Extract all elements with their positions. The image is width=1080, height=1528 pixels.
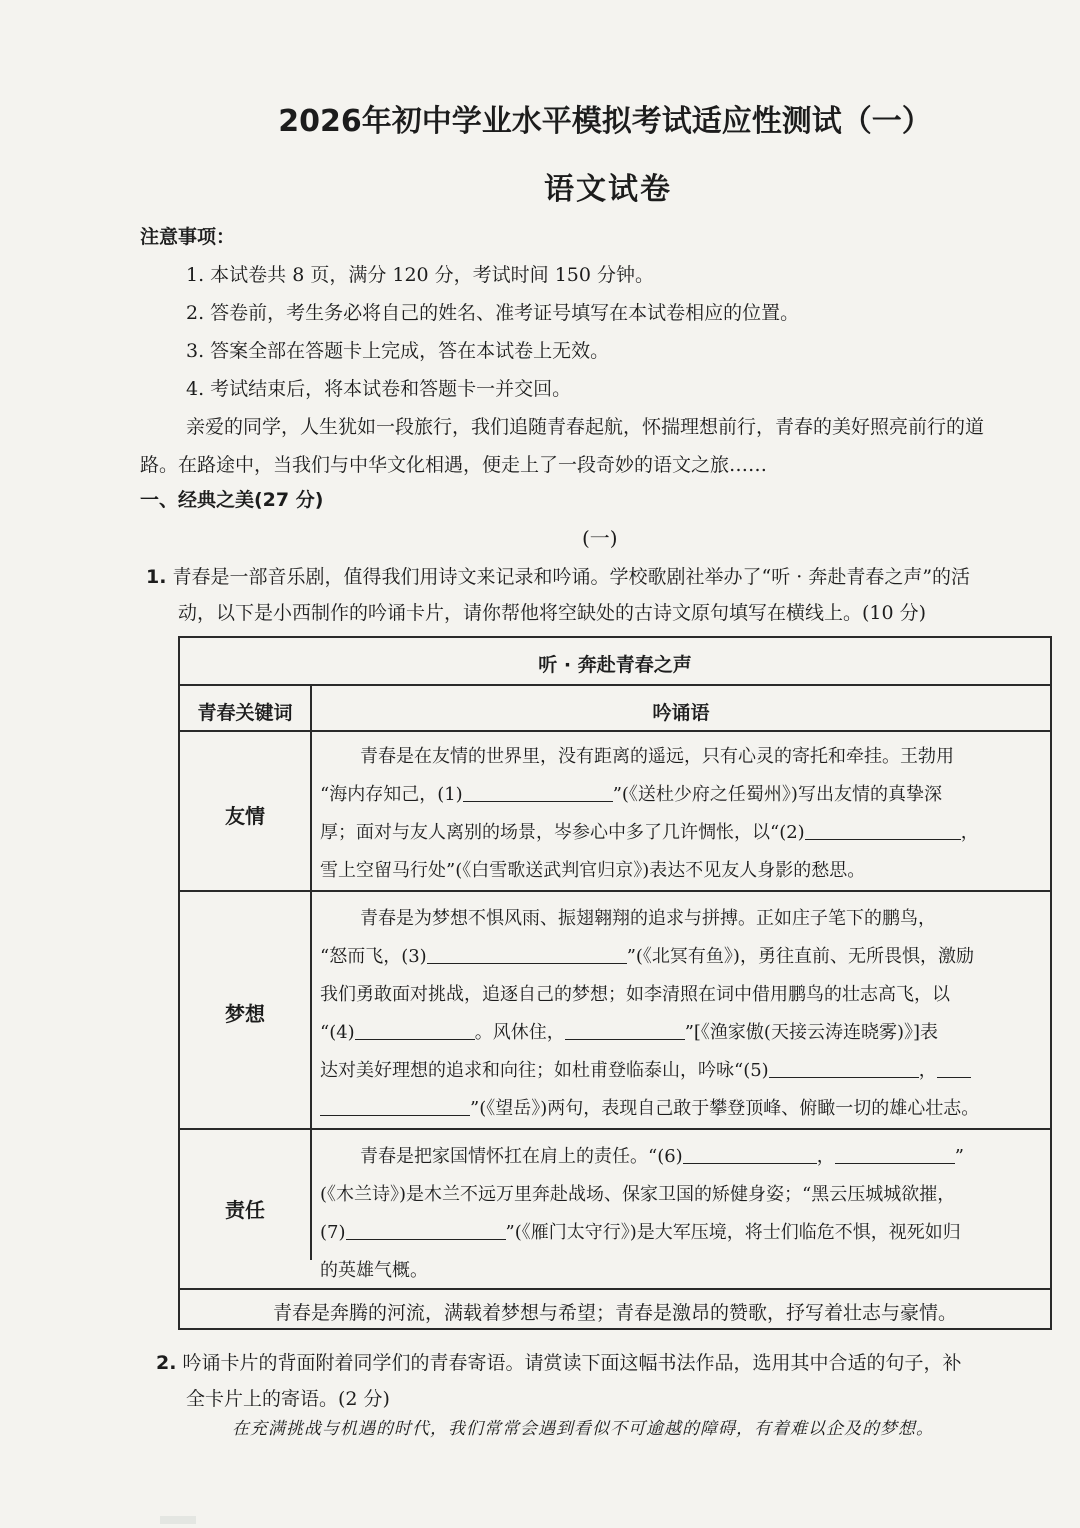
notice-item: 1. 本试卷共 8 页，满分 120 分，考试时间 150 分钟。: [186, 264, 655, 286]
answer-blank-5a[interactable]: [769, 1077, 919, 1078]
question-1-line-2: 动，以下是小西制作的吟诵卡片，请你帮他将空缺处的古诗文原句填写在横线上。(10 分): [178, 602, 927, 624]
question-1-text: 青春是一部音乐剧，值得我们用诗文来记录和吟诵。学校歌剧社举办了“听 · 奔赴青春之声”的活: [172, 566, 971, 588]
scan-smudge: [160, 1516, 196, 1524]
question-2-number: 2.: [156, 1352, 177, 1374]
keyword-responsibility: 责任: [225, 1198, 265, 1222]
card-title: 听 · 奔赴青春之声: [538, 654, 692, 676]
answer-blank-4b[interactable]: [565, 1039, 685, 1040]
recite-line: ”(《望岳》)两句，表现自己敢于攀登顶峰、俯瞰一切的雄心壮志。: [320, 1094, 979, 1120]
recite-line: (7) ”(《雁门太守行》)是大军压境，将士们临危不惧，视死如归: [320, 1222, 961, 1243]
recitation-card: [178, 636, 1052, 1330]
recite-line: 的英雄气概。: [320, 1260, 428, 1281]
keyword-friendship: 友情: [225, 804, 265, 828]
recite-line: 青春是把家国情怀扛在肩上的责任。“(6) ， ”: [360, 1146, 964, 1167]
notice-item: 2. 答卷前，考生务必将自己的姓名、准考证号填写在本试卷相应的位置。: [186, 302, 800, 324]
answer-blank-6a[interactable]: [683, 1163, 817, 1164]
recite-line: 厚；面对与友人离别的场景，岑参心中多了几许惆怅，以“(2) ，: [320, 822, 979, 843]
keyword-dream: 梦想: [225, 1002, 265, 1026]
recite-line: 我们勇敢面对挑战，追逐自己的梦想；如李清照在词中借用鹏鸟的壮志高飞，以: [320, 984, 950, 1005]
answer-blank-1[interactable]: [463, 801, 613, 802]
part-label: (一): [582, 526, 618, 550]
calligraphy-text: 在充满挑战与机遇的时代，我们常常会遇到看似不可逾越的障碍，有着难以企及的梦想。: [232, 1419, 934, 1439]
column-header-recite: 吟诵语: [652, 702, 710, 724]
column-header-keyword: 青春关键词: [197, 702, 293, 724]
answer-blank-5b[interactable]: [937, 1077, 971, 1078]
card-footer: 青春是奔腾的河流，满载着梦想与希望；青春是激昂的赞歌，抒写着壮志与豪情。: [272, 1302, 957, 1324]
question-1-line-1: [146, 562, 970, 589]
question-2-line-1: [156, 1348, 962, 1375]
recite-line: “(4) 。风休住， ”[《渔家傲(天接云涛连晓雾)》]表: [320, 1022, 938, 1043]
answer-blank-7[interactable]: [346, 1239, 506, 1240]
answer-blank-5c[interactable]: [320, 1115, 470, 1116]
notice-item: 3. 答案全部在答题卡上完成，答在本试卷上无效。: [186, 340, 610, 362]
recite-line: “怒而飞，(3) ”(《北冥有鱼》)，勇往直前、无所畏惧，激励: [320, 946, 974, 967]
recite-line: 达对美好理想的追求和向往；如杜甫登临泰山，吟咏“(5) ，: [320, 1056, 971, 1082]
intro-line-2: 路。在路途中，当我们与中华文化相遇，便走上了一段奇妙的语文之旅……: [140, 454, 768, 476]
answer-blank-3[interactable]: [427, 963, 627, 964]
answer-blank-6b[interactable]: [835, 1163, 955, 1164]
section-title: 一、经典之美(27 分): [140, 489, 324, 511]
recite-line: 青春是在友情的世界里，没有距离的遥远，只有心灵的寄托和牵挂。王勃用: [360, 746, 954, 767]
answer-blank-2[interactable]: [805, 839, 961, 840]
recite-line: “海内存知己，(1) ”(《送杜少府之任蜀州》)写出友情的真挚深: [320, 784, 942, 805]
recite-line: 雪上空留马行处”(《白雪歌送武判官归京》)表达不见友人身影的愁思。: [320, 860, 866, 881]
notice-heading: 注意事项：: [140, 226, 236, 248]
recite-line: (《木兰诗》)是木兰不远万里奔赴战场、保家卫国的矫健身姿；“黑云压城城欲摧，: [320, 1184, 956, 1205]
question-2-text: 吟诵卡片的背面附着同学们的青春寄语。请赏读下面这幅书法作品，选用其中合适的句子，补: [182, 1352, 962, 1374]
exam-subtitle: 语文试卷: [544, 172, 672, 207]
intro-line-1: 亲爱的同学，人生犹如一段旅行，我们追随青春起航，怀揣理想前行，青春的美好照亮前行的道: [186, 416, 985, 438]
recite-line: 青春是为梦想不惧风雨、振翅翱翔的追求与拼搏。正如庄子笔下的鹏鸟，: [360, 908, 936, 929]
exam-title: 2026年初中学业水平模拟考试适应性测试（一）: [278, 104, 932, 139]
question-1-number: 1.: [146, 566, 167, 588]
notice-item: 4. 考试结束后，将本试卷和答题卡一并交回。: [186, 378, 572, 400]
question-2-line-2: 全卡片上的寄语。(2 分): [186, 1388, 390, 1410]
answer-blank-4a[interactable]: [355, 1039, 475, 1040]
